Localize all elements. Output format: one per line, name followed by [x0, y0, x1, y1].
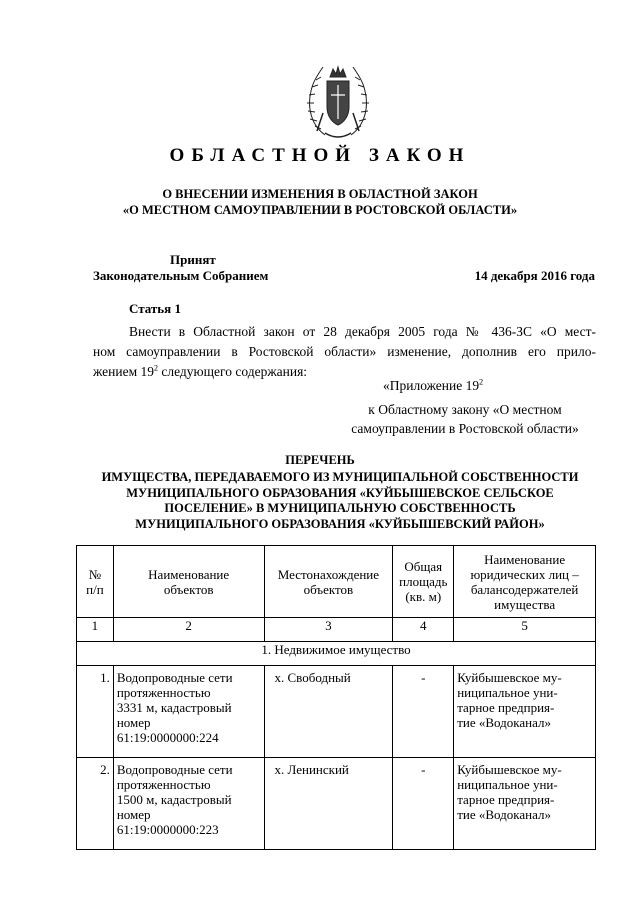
header-text: площадь — [399, 574, 448, 589]
list-subtitle-line: МУНИЦИПАЛЬНОГО ОБРАЗОВАНИЯ «КУЙБЫШЕВСКОЕ СЕЛЬСКОЕ — [126, 485, 554, 500]
header-text: Наименование — [148, 566, 230, 582]
adopted-date: 14 декабря 2016 года — [474, 268, 595, 283]
appendix-ref-line: к Областному закону «О местном — [368, 402, 562, 417]
appendix-title-text: «Приложение 19 — [383, 378, 480, 393]
appendix-reference — [330, 400, 600, 438]
list-title: ПЕРЕЧЕНЬ — [285, 453, 355, 467]
header-location — [264, 546, 393, 618]
body-line — [93, 362, 596, 382]
header-text: № — [88, 566, 102, 582]
list-subtitle-line: ИМУЩЕСТВА, ПЕРЕДАВАЕМОГО ИЗ МУНИЦИПАЛЬНОЙ СОБСТВЕННОСТИ — [101, 470, 579, 484]
column-number: 3 — [264, 618, 393, 642]
cell-area: - — [393, 758, 454, 850]
column-number: 4 — [393, 618, 454, 642]
cell-location: х. Ленинский — [264, 758, 393, 850]
header-text: Общая — [404, 559, 443, 574]
cell-holder — [454, 758, 596, 850]
cell-holder — [454, 666, 596, 758]
property-table — [76, 545, 596, 850]
header-name — [113, 546, 264, 618]
body-line: ном самоуправлении в Ростовской области» изменение, дополнив его прило- — [93, 344, 596, 359]
cell-line: протяженностью — [116, 685, 211, 700]
table-row — [77, 758, 596, 850]
law-subtitle-line: «О МЕСТНОМ САМОУПРАВЛЕНИИ В РОСТОВСКОЙ ОБЛАСТИ» — [122, 203, 518, 217]
cell-line: тарное предприя- — [457, 792, 555, 807]
cell-line: тие «Водоканал» — [457, 715, 552, 730]
superscript: 2 — [479, 377, 484, 387]
column-number: 2 — [113, 618, 264, 642]
list-subtitle — [80, 470, 600, 532]
header-text: Местонахождение — [277, 566, 380, 582]
appendix-title — [383, 378, 483, 394]
cell-name — [113, 666, 264, 758]
law-title: ОБЛАСТНОЙ ЗАКОН — [169, 145, 471, 166]
cell-line: 61:19:0000000:224 — [116, 730, 219, 745]
cell-line: номер — [116, 807, 151, 822]
cell-line: ниципальное уни- — [457, 777, 558, 792]
coat-of-arms-icon — [295, 55, 381, 141]
cell-line: Куйбышевское му- — [457, 762, 562, 777]
list-subtitle-line: ПОСЕЛЕНИЕ» В МУНИЦИПАЛЬНУЮ СОБСТВЕННОСТЬ — [164, 501, 516, 515]
article-body — [93, 322, 596, 382]
table-row — [77, 666, 596, 758]
cell-line: номер — [116, 715, 151, 730]
cell-line: Куйбышевское му- — [457, 670, 562, 685]
body-text-fragment: следующего содержания: — [158, 364, 308, 379]
law-subtitle-line: О ВНЕСЕНИИ ИЗМЕНЕНИЯ В ОБЛАСТНОЙ ЗАКОН — [162, 187, 478, 201]
header-text: п/п — [86, 581, 104, 597]
adopted-label: Принят — [170, 252, 216, 267]
cell-area: - — [393, 666, 454, 758]
body-line: Внести в Областной закон от 28 декабря 2005 года № 436-ЗС «О мест- — [129, 324, 596, 339]
column-number: 1 — [77, 618, 114, 642]
cell-no: 2. — [77, 758, 114, 850]
cell-line: ниципальное уни- — [457, 685, 558, 700]
header-text: имущества — [494, 596, 556, 612]
header-text: объектов — [303, 581, 354, 597]
cell-name — [113, 758, 264, 850]
cell-line: 3331 м, кадастровый — [116, 700, 232, 715]
header-text: балансодержателей — [470, 581, 579, 597]
header-no — [77, 546, 114, 618]
cell-location: х. Свободный — [264, 666, 393, 758]
superscript: 2 — [154, 363, 159, 373]
cell-no: 1. — [77, 666, 114, 758]
law-subtitle — [0, 186, 640, 218]
column-number-row — [77, 618, 596, 642]
section-title: 1. Недвижимое имущество — [77, 642, 596, 666]
article-heading: Статья 1 — [129, 301, 181, 316]
header-text: юридических лиц – — [470, 566, 579, 582]
body-text-fragment: жением 19 — [93, 364, 155, 379]
section-row — [77, 642, 596, 666]
appendix-ref-line: самоуправлении в Ростовской области» — [351, 421, 579, 436]
cell-line: Водопроводные сети — [116, 670, 233, 685]
cell-line: Водопроводные сети — [116, 762, 233, 777]
header-text: объектов — [163, 581, 214, 597]
list-subtitle-line: МУНИЦИПАЛЬНОГО ОБРАЗОВАНИЯ «КУЙБЫШЕВСКИЙ РАЙОН» — [135, 516, 545, 531]
cell-line: тие «Водоканал» — [457, 807, 552, 822]
header-holder — [454, 546, 596, 618]
adopted-by: Законодательным Собранием — [93, 268, 269, 283]
cell-line: 1500 м, кадастровый — [116, 792, 232, 807]
cell-line: протяженностью — [116, 777, 211, 792]
column-number: 5 — [454, 618, 596, 642]
header-text: Наименование — [484, 551, 566, 567]
cell-line: тарное предприя- — [457, 700, 555, 715]
table-header-row — [77, 546, 596, 618]
header-text: (кв. м) — [405, 589, 442, 604]
header-area — [393, 546, 454, 618]
cell-line: 61:19:0000000:223 — [116, 822, 219, 837]
